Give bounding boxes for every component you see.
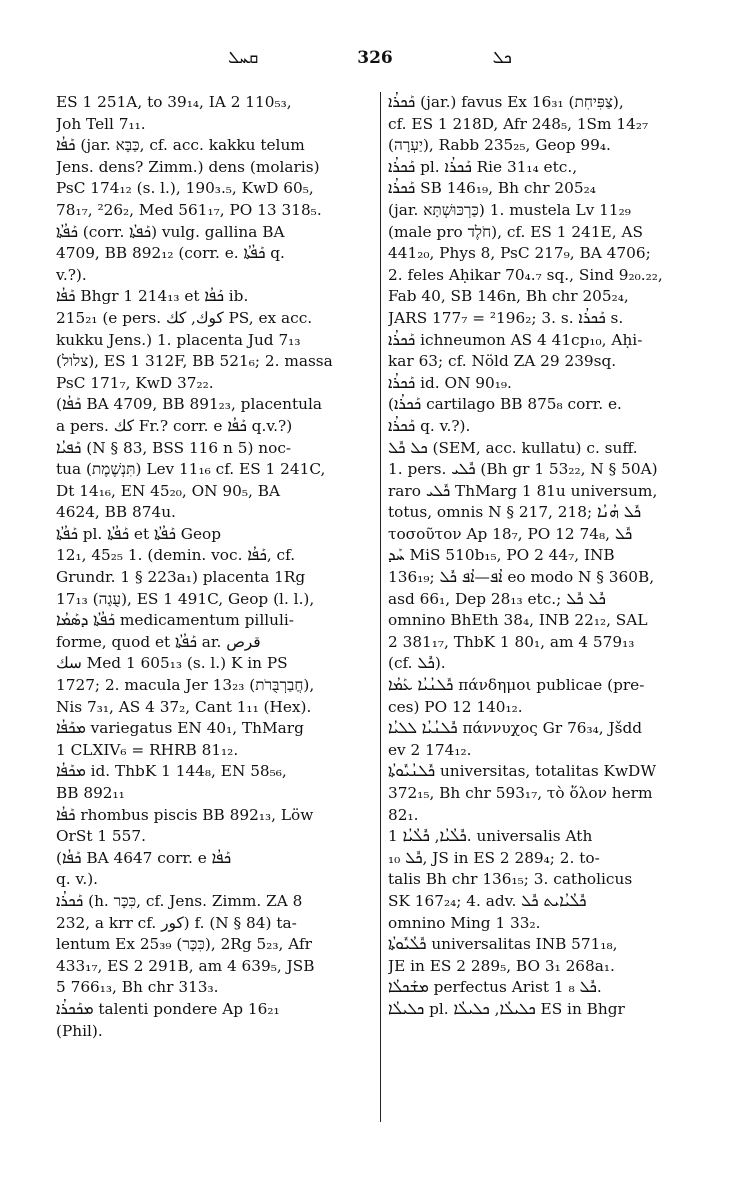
- entry-line: ܟܰܟܪܳܐ SB 146₁₉, Bh chr 205₂₄: [388, 179, 596, 198]
- entry-line: a pers. كك Fr.? corr. e ܟܰܦܳܐ q.v.?): [56, 416, 293, 435]
- entry-line: ܟܰܟܪܳܐ pl. ܟܰܟܪܳܐ Rie 31₁₄ etc.,: [388, 157, 578, 176]
- entry-line: ܟܰܦܳܬܳܐ (corr. ܟܰܦܬܳܐ) vulg. gallina BA: [56, 222, 285, 241]
- entry-line: 1 CLXIV₆ = RHRB 81₁₂.: [56, 740, 239, 759]
- entry-line: 1727; 2. macula Jer 13₂₃ (חֲבַרְבֻּרֹת),: [56, 676, 315, 695]
- entry-line: Grundr. 1 § 223a₁) placenta 1Rg: [56, 568, 306, 587]
- entry-line: 372₁₅, Bh chr 593₁₇, τὸ ὅλον herm: [388, 784, 653, 802]
- entry-line: (צלול), ES 1 312F, BB 521₆; 2. massa: [56, 352, 333, 371]
- entry-line: ܟܰܦܝܳܐ (N § 83, BSS 116 n 5) noc-: [56, 438, 292, 457]
- entry-line: ܡܫܰܟܠܳܐ perfectus Arist 1 ܟܽܠ ₈.: [388, 978, 602, 997]
- entry-line: v.?).: [56, 265, 87, 284]
- entry-line: Dt 14₁₆, EN 45₂₀, ON 90₅, BA: [56, 481, 280, 500]
- entry-line: 78₁₇, ²26₂, Med 561₁₇, PO 13 318₅.: [56, 200, 322, 219]
- entry-line: 5 766₁₃, Bh chr 313₃.: [56, 978, 219, 997]
- entry-line: asd 66₁, Dep 28₁₃ etc.; ܟܽܠ ܟܽܠ: [388, 589, 606, 608]
- entry-line: سك Med 1 605₁₃ (s. l.) K in PS: [56, 654, 288, 673]
- entry-line: Jens. dens? Zimm.) dens (molaris): [56, 157, 320, 176]
- entry-line: ES 1 251A, to 39₁₄, IA 2 110₅₃,: [56, 93, 292, 111]
- entry-line: 232, a krr cf. كور) f. (N § 84) ta-: [56, 913, 297, 932]
- entry-line: ܟܽܠܳܝܽܘܬܳܐ universalitas INB 571₁₈,: [388, 935, 618, 954]
- entry-line: kukku Jens.) 1. placenta Jud 7₁₃: [56, 330, 301, 349]
- entry-line: omnino BhEth 38₄, INB 22₁₂, SAL: [388, 611, 648, 630]
- entry-line: lentum Ex 25₃₉ (כִּכָּר), 2Rg 5₂₃, Afr: [56, 935, 312, 954]
- entry-line: (male pro חֹלֶד), cf. ES 1 241E, AS: [388, 222, 643, 241]
- entry-line: talis Bh chr 136₁₅; 3. catholicus: [388, 870, 633, 889]
- entry-line: raro ܟܽܠܝ ThMarg 1 81u universum,: [388, 481, 658, 500]
- entry-line: ܟܰܟܪܳܐ (jar.) favus Ex 16₃₁ (צַפִּיחִת),: [388, 93, 624, 111]
- entry-line: ܡܟܰܦܳܐ variegatus EN 40₁, ThMarg: [56, 719, 304, 738]
- entry-line: ܟܽܠܢܳܝܽܘܬܳܐ universitas, totalitas KwDW: [388, 762, 657, 781]
- entry-line: Fab 40, SB 146n, Bh chr 205₂₄,: [388, 287, 629, 306]
- entry-line: 433₁₇, ES 2 291B, am 4 639₅, JSB: [56, 956, 315, 975]
- entry-line: (jar. כַּרְכּוּשְׁתָּא) 1. mustela Lv 11₂₉: [388, 200, 631, 219]
- entry-line: ܟܽܠܢܳܝܳܐ ܥܰܡܳܐ πάνδημοι publicae (pre-: [388, 676, 645, 695]
- entry-line: ܡܟܰܦܳܐ id. ThbK 1 144₈, EN 58₅₆,: [56, 762, 287, 781]
- entry-line: 1. pers. ܟܽܠܝ (Bh gr 1 53₂₂, N § 50A): [388, 460, 658, 479]
- entry-line: 441₂₀, Phys 8, PsC 217₉, BA 4706;: [388, 244, 651, 263]
- entry-line: OrSt 1 557.: [56, 827, 146, 846]
- header-right-mark: ܟܠ: [492, 48, 512, 68]
- entry-line: omnino Ming 1 33₂.: [388, 913, 541, 932]
- entry-line: ܟܰܦܳܐ rhombus piscis BB 892₁₃, Löw: [56, 805, 314, 824]
- entry-line: ܟܰܟܪܳܐ id. ON 90₁₉.: [388, 373, 512, 392]
- entry-line: 82₁.: [388, 805, 419, 824]
- right-column: [388, 92, 698, 1021]
- entry-line: τοσοῦτον Ap 18₇, PO 12 74₈, ܟܽܠ: [388, 524, 633, 543]
- entry-line: ܟܰܦܳܐ Bhgr 1 214₁₃ et ܟܰܦܳܐ ib.: [56, 287, 249, 306]
- entry-line: 4709, BB 892₁₂ (corr. e. ܟܰܦܳܬܳܐ q.: [56, 244, 285, 263]
- entry-line: (ܟܰܟܪܳܐ cartilago BB 875₈ corr. e.: [388, 395, 622, 414]
- entry-line: BB 892₁₁: [56, 784, 125, 802]
- entry-line: 17₁₃ (עֻגָה), ES 1 491C, Geop (l. l.),: [56, 589, 315, 608]
- entry-line: ܟܠ ܟܽܠ (SEM, acc. kullatu) c. suff.: [388, 438, 638, 457]
- entry-line: ces) PO 12 140₁₂.: [388, 697, 523, 716]
- entry-line: ܚܰܕ MiS 510b₁₅, PO 2 44₇, INB: [388, 546, 615, 565]
- entry-line: q. v.).: [56, 870, 99, 889]
- entry-line: cf. ES 1 218D, Afr 248₅, 1Sm 14₂₇: [388, 114, 649, 133]
- entry-line: ܟܠܝܠܳܐ pl. ܟܠܝܠܳܐ, ܟܠܝܠܳܐ ES in Bhgr: [388, 999, 625, 1018]
- entry-line: PsC 174₁₂ (s. l.), 190₃.₅, KwD 60₅,: [56, 179, 314, 198]
- entry-line: ܟܽܠܳܝܳܐ, ܟܽܠܳܝܳܐ 1. universalis Ath: [388, 827, 593, 846]
- entry-line: JARS 177₇ = ²196₂; 3. s. ܟܰܟܪܳܐ s.: [388, 308, 624, 327]
- left-column: [56, 92, 372, 1042]
- entry-line: Nis 7₃₁, AS 4 37₂, Cant 1₁₁ (Hex).: [56, 697, 312, 716]
- entry-line: 12₁, 45₂₅ 1. (demin. voc. ܟܰܦܳܐ, cf.: [56, 546, 296, 565]
- entry-line: (cf. ܟܽܠ).: [388, 654, 446, 673]
- entry-line: 2. feles Aḥikar 70₄.₇ sq., Sind 9₂₀.₂₂,: [388, 265, 663, 284]
- entry-line: SK 167₂₄; 4. adv. ܟܽܠܳܝܳܐܝܬ ܟܽܠ: [388, 891, 587, 910]
- entry-line: (ܟܰܦܳܐ BA 4709, BB 891₂₃, placentula: [56, 395, 322, 414]
- header-left-mark: ܩܚܠ: [228, 48, 259, 68]
- entry-line: 2 381₁₇, ThbK 1 80₁, am 4 579₁₃: [388, 632, 635, 651]
- entry-line: ܟܰܟܪܳܐ ichneumon AS 4 41cp₁₀, Aḥi-: [388, 330, 643, 349]
- entry-line: ܟܰܦܳܬܳܐ pl. ܟܰܦܳܬܳܐ et ܟܰܦܳܬܳܐ Geop: [56, 524, 222, 543]
- entry-line: (ܟܰܦܳܐ BA 4647 corr. e ܟܰܦܳܐ: [56, 848, 232, 867]
- entry-line: PsC 171₇, KwD 37₂₂.: [56, 373, 214, 392]
- entry-line: 4624, BB 874u.: [56, 503, 176, 522]
- entry-line: ܟܰܦܳܐ (jar. כַּבָּא, cf. acc. kakku telum: [56, 136, 305, 155]
- entry-line: ܟܰܦܳܬܳܐ ܕܣܰܡܳܐ medicamentum pilluli-: [56, 611, 294, 630]
- entry-line: ܟܽܠܢܳܝܳܐ ܠܠܝܳܐ πάννυχος Gr 76₃₄, Jšdd: [388, 719, 643, 738]
- column-divider: [380, 92, 381, 1122]
- entry-line: (Phil).: [56, 1021, 103, 1040]
- entry-line: ܟܽܠ ₁₀, JS in ES 2 289₄; 2. to-: [388, 848, 600, 867]
- entry-line: 136₁₉; ܐܳܦ—ܐܳܦ ܟܽܠ eo modo N § 360B,: [388, 568, 655, 587]
- entry-line: Joh Tell 7₁₁.: [56, 114, 146, 133]
- entry-line: ܟܰܟܪܳܐ (h. כִּכָּר, cf. Jens. Zimm. ZA 8: [56, 891, 303, 910]
- entry-line: ܟܰܟܪܳܐ q. v.?).: [388, 416, 471, 435]
- entry-line: (יַעְרָה), Rabb 235₂₅, Geop 99₄.: [388, 136, 611, 155]
- entry-line: forme, quod et ܟܰܦܳܬܳܐ ar. قرص: [56, 632, 261, 651]
- entry-line: 215₂₁ (e pers. كوك, كك PS, ex acc.: [56, 308, 313, 327]
- entry-line: tua (תִּנְשֶׁמֶת) Lev 11₁₆ cf. ES 1 241C,: [56, 460, 326, 479]
- entry-line: kar 63; cf. Nöld ZA 29 239sq.: [388, 352, 617, 371]
- entry-line: JE in ES 2 289₅, BO 3₁ 268a₁.: [388, 956, 615, 975]
- entry-line: totus, omnis N § 217, 218; ܟܽܠ ܗܳܢܳܐ: [388, 503, 642, 522]
- entry-line: ev 2 174₁₂.: [388, 740, 472, 759]
- entry-line: ܡܟܰܟܪܳܐ talenti pondere Ap 16₂₁: [56, 999, 280, 1018]
- page-header: [60, 44, 690, 74]
- page-number: 326: [357, 48, 393, 68]
